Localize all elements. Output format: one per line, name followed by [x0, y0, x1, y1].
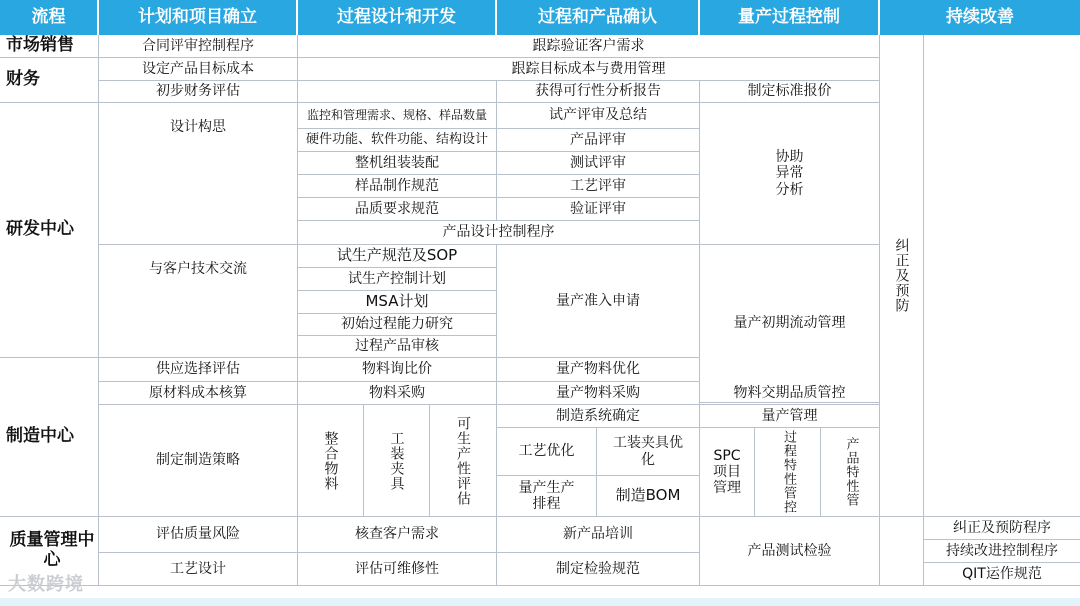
mfg-product-char: 产品特性管: [821, 428, 880, 517]
mfg-bom: 制造BOM: [597, 476, 700, 517]
mfg-raw-cost: 原材料成本核算: [99, 382, 298, 405]
rd-trial-spec: 试生产规范及SOP: [298, 245, 497, 268]
corrective-preventive: 纠正及预防: [880, 35, 924, 517]
finance-target-cost: 设定产品目标成本: [99, 58, 298, 81]
header-design: 过程设计和开发: [298, 0, 497, 35]
bottom-decoration: [0, 598, 1080, 606]
finance-feasibility: 获得可行性分析报告: [497, 81, 700, 103]
rd-quality-req: 品质要求规范: [298, 198, 497, 221]
qa-qit: QIT运作规范: [924, 563, 1080, 586]
finance-standard-quote: 制定标准报价: [700, 81, 880, 103]
rd-mass-entry: 量产准入申请: [497, 245, 700, 358]
rd-verify-review: 验证评审: [497, 198, 700, 221]
marketing-contract-review: 合同评审控制程序: [99, 35, 298, 58]
improvement-blank: [924, 35, 1080, 517]
qa-training: 新产品培训: [497, 517, 700, 553]
rd-monitor-req: 监控和管理需求、规格、样品数量: [298, 103, 497, 129]
rd-concept: 设计构思: [99, 103, 298, 245]
qa-craft-design: 工艺设计: [99, 553, 298, 586]
dept-manufacturing: 制造中心: [0, 358, 99, 517]
marketing-track-customer: 跟踪验证客户需求: [298, 35, 880, 58]
header-process: 流程: [0, 0, 99, 35]
mfg-schedule: 量产生产排程: [497, 476, 597, 517]
rd-process-review: 工艺评审: [497, 175, 700, 198]
mfg-price-inquiry: 物料询比价: [298, 358, 497, 382]
rd-customer-tech: 与客户技术交流: [99, 245, 298, 358]
rd-early-flow: 量产初期流动管理: [700, 245, 880, 403]
dept-marketing: 市场销售: [0, 35, 99, 58]
qa-risk: 评估质量风险: [99, 517, 298, 553]
mfg-integrate: 整合物料: [298, 405, 364, 517]
mfg-delivery-qc: 物料交期品质管控: [700, 382, 880, 405]
rd-test-review: 测试评审: [497, 152, 700, 175]
qa-corrective-proc: 纠正及预防程序: [924, 517, 1080, 540]
qa-testing: 产品测试检验: [700, 517, 880, 586]
header-planning: 计划和项目确立: [99, 0, 298, 35]
mfg-strategy: 制定制造策略: [99, 405, 298, 517]
rd-trial-review: 试产评审及总结: [497, 103, 700, 129]
qa-check-customer: 核查客户需求: [298, 517, 497, 553]
finance-blank: [298, 81, 497, 103]
qa-inspection-spec: 制定检验规范: [497, 553, 700, 586]
rd-trial-plan: 试生产控制计划: [298, 268, 497, 291]
dept-rd: 研发中心: [0, 103, 99, 358]
qa-improve-proc: 持续改进控制程序: [924, 540, 1080, 563]
mfg-spc: SPC项目管理: [700, 428, 755, 517]
rd-sample-spec: 样品制作规范: [298, 175, 497, 198]
header-validation: 过程和产品确认: [497, 0, 700, 35]
rd-assembly: 整机组装装配: [298, 152, 497, 175]
qa-maintainability: 评估可维修性: [298, 553, 497, 586]
rd-process-audit: 过程产品审核: [298, 336, 497, 358]
rd-design-control: 产品设计控制程序: [298, 221, 700, 245]
finance-track-cost: 跟踪目标成本与费用管理: [298, 58, 880, 81]
mfg-fixture: 工装夹具: [364, 405, 430, 517]
rd-product-review: 产品评审: [497, 129, 700, 152]
header-improvement: 持续改善: [880, 0, 1080, 35]
mfg-material-opt: 量产物料优化: [497, 358, 700, 382]
mfg-process-char: 过程特性管控: [755, 428, 821, 517]
mfg-supplier-eval: 供应选择评估: [99, 358, 298, 382]
rd-msa: MSA计划: [298, 291, 497, 314]
mfg-fixture-opt: 工装夹具优化: [597, 428, 700, 476]
rd-hw-sw: 硬件功能、软件功能、结构设计: [298, 129, 497, 152]
rd-assist-analysis: 协助 异常 分析: [700, 103, 880, 245]
header-mass-control: 量产过程控制: [700, 0, 880, 35]
dept-finance: 财务: [0, 58, 99, 103]
watermark: 大数跨境: [8, 574, 84, 595]
finance-initial-eval: 初步财务评估: [99, 81, 298, 103]
qa-blank: [880, 517, 924, 586]
mfg-producibility: 可生产性评估: [430, 405, 497, 517]
mfg-mass-mgmt: 量产管理: [700, 405, 880, 428]
mfg-system-confirm: 制造系统确定: [497, 405, 700, 428]
dept-quality: 质量管理中心: [0, 517, 99, 586]
rd-capability: 初始过程能力研究: [298, 314, 497, 336]
mfg-purchase: 物料采购: [298, 382, 497, 405]
mfg-mass-purchase: 量产物料采购: [497, 382, 700, 405]
mfg-craft-opt: 工艺优化: [497, 428, 597, 476]
